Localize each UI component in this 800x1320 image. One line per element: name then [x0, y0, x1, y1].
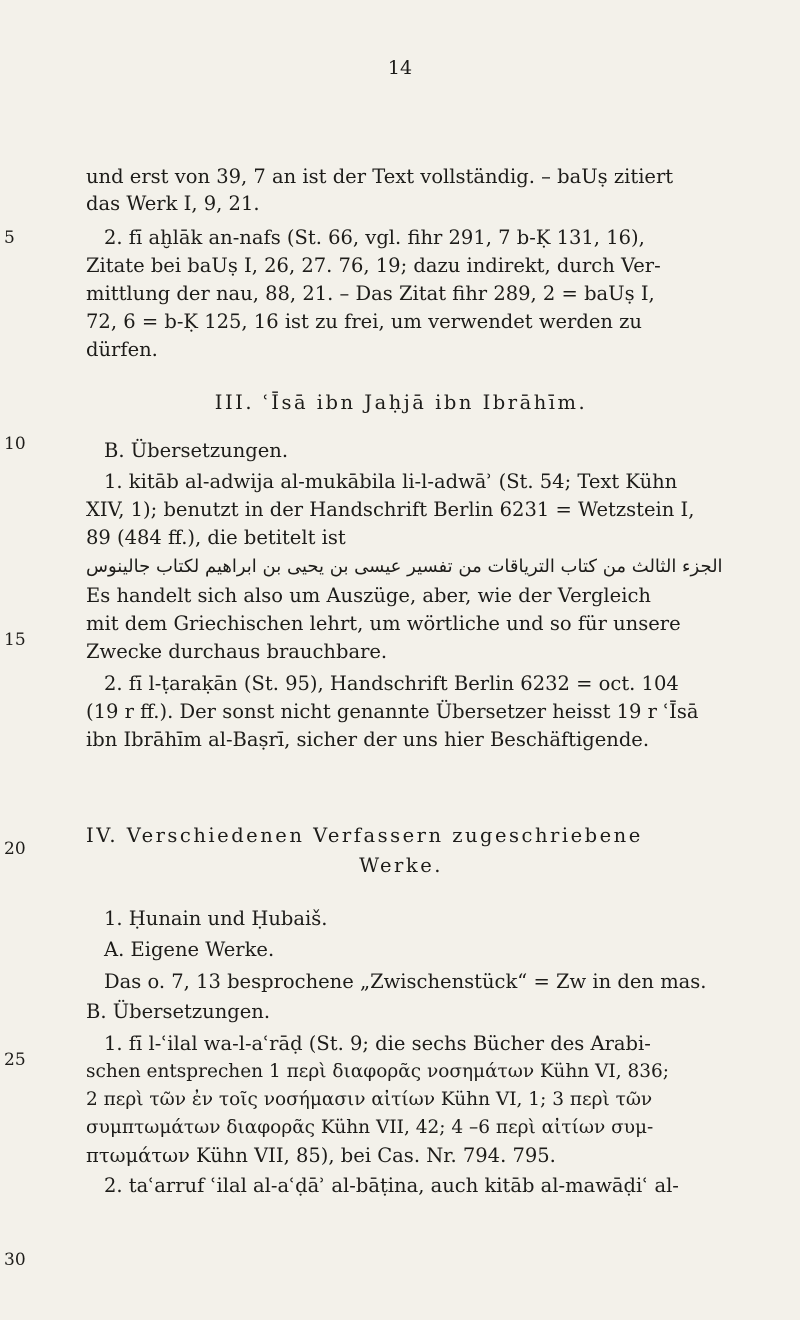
margin-line-number: 30	[4, 1250, 26, 1270]
text-line: schen entsprechen 1 περὶ διαφορᾶς νοσημάτων Kühn VI, 836;	[86, 1061, 670, 1082]
section-heading: III. ʿĪsā ibn Jaḥjā ibn Ibrāhīm.	[214, 391, 588, 414]
text-line: XIV, 1); benutzt in der Handschrift Berlin 6231 = Wetzstein I,	[86, 498, 695, 521]
text-line: Das o. 7, 13 besprochene „Zwischenstück“ = Zw in den mas.	[104, 970, 707, 993]
margin-line-number: 20	[4, 839, 26, 859]
text-line: 1. kitāb al-adwija al-mukābila li-l-adwāʾ (St. 54; Text Kühn	[104, 470, 678, 493]
text-line: ibn Ibrāhīm al-Baṣrī, sicher der uns hier Beschäftigende.	[86, 728, 650, 751]
text-line: und erst von 39, 7 an ist der Text vollständig. – baUṣ zitiert	[86, 165, 674, 188]
section-heading-continued: Werke.	[359, 854, 443, 877]
text-line: dürfen.	[86, 338, 158, 361]
text-line: πτωμάτων Kühn VII, 85), bei Cas. Nr. 794. 795.	[86, 1144, 556, 1167]
arabic-title-line: الجزء الثالث من كتاب الترياقات من تفسير عيسى بن يحيى بن ابراهيم لكتاب جالينوس	[86, 556, 723, 577]
margin-line-number: 5	[4, 228, 15, 248]
text-line: 1. fī l-ʿilal wa-l-aʿrāḍ (St. 9; die sechs Bücher des Arabi-	[104, 1032, 651, 1055]
subsection-heading: B. Übersetzungen.	[86, 1000, 271, 1023]
text-line: Es handelt sich also um Auszüge, aber, wie der Vergleich	[86, 584, 651, 607]
text-line: Zwecke durchaus brauchbare.	[86, 640, 388, 663]
text-line: 72, 6 = b-Ḳ 125, 16 ist zu frei, um verwendet werden zu	[86, 310, 642, 333]
margin-line-number: 15	[4, 630, 26, 650]
margin-line-number: 25	[4, 1050, 26, 1070]
subsection-heading: 1. Ḥunain und Ḥubaiš.	[104, 907, 328, 930]
text-line: (19 r ff.). Der sonst nicht genannte Übersetzer heisst 19 r ʿĪsā	[86, 700, 699, 723]
subsection-heading: A. Eigene Werke.	[104, 938, 275, 961]
text-line: 2. taʿarruf ʿilal al-aʿḍāʾ al-bāṭina, auch kitāb al-mawāḍiʿ al-	[104, 1174, 679, 1197]
text-line: das Werk I, 9, 21.	[86, 192, 260, 215]
text-line: 2. fī aḫlāk an-nafs (St. 66, vgl. fihr 291, 7 b-Ḳ 131, 16),	[104, 226, 645, 249]
page-number: 14	[387, 57, 413, 79]
text-line: συμπτωμάτων διαφορᾶς Kühn VII, 42; 4 –6 περὶ αἰτίων συμ-	[86, 1117, 654, 1138]
text-line: Zitate bei baUṣ I, 26, 27. 76, 19; dazu indirekt, durch Ver-	[86, 254, 661, 277]
margin-line-number: 10	[4, 434, 26, 454]
text-line: 2. fī l-ṭaraḳān (St. 95), Handschrift Berlin 6232 = oct. 104	[104, 672, 679, 695]
text-line: mittlung der nau, 88, 21. – Das Zitat fihr 289, 2 = baUṣ I,	[86, 282, 655, 305]
text-line: mit dem Griechischen lehrt, um wörtliche und so für unsere	[86, 612, 681, 635]
text-line: 2 περὶ τῶν ἐν τοῖς νοσήμασιν αἰτίων Kühn VI, 1; 3 περὶ τῶν	[86, 1089, 653, 1110]
subsection-heading: B. Übersetzungen.	[104, 439, 289, 462]
text-line: 89 (484 ff.), die betitelt ist	[86, 526, 346, 549]
section-heading: IV. Verschiedenen Verfassern zugeschriebene	[86, 824, 643, 847]
